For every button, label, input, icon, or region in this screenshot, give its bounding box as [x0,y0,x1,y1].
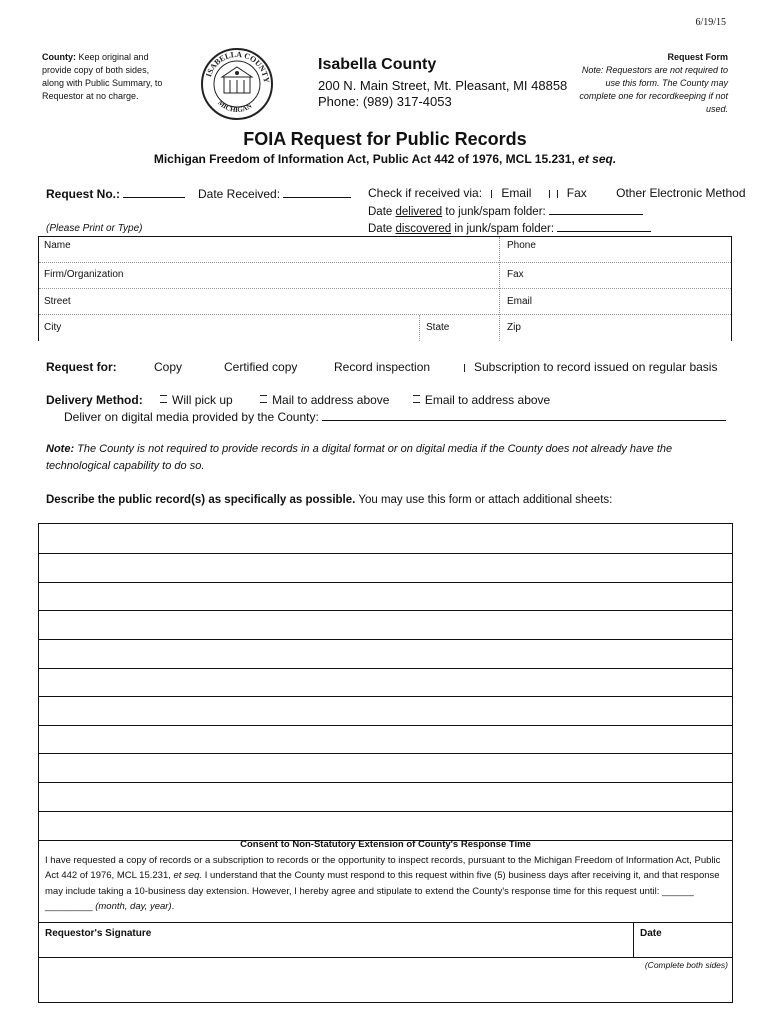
consent-end: . [171,901,175,912]
requestor-contact-box [38,236,732,341]
description-line [39,696,732,697]
discovered-junk-row [368,220,651,235]
consent-heading: Consent to Non-Statutory Extension of County's Response Time [240,839,531,850]
email-option[interactable] [411,393,550,407]
request-form-note-block [578,51,728,116]
county-address-block [318,56,567,110]
consent-text-b: I understand that the County must respond to this request within five (5) business days after receiving it, and that response may include taking a 10-business day extension. However, I hereby agree and stipulate to extend the County's response time for this request until: [45,870,720,897]
county-note-text: Keep original and provide copy of both sides, along with Public Summary, to Requestor at no charge. [42,52,163,101]
request-certified-option[interactable]: Certified copy [224,360,298,374]
digital-note [46,441,726,475]
requestor-signature-label: Requestor's Signature [45,928,152,939]
form-date: 6/19/15 [695,17,726,28]
delivery-method-row [46,393,550,407]
mail-label: Mail to address above [272,393,390,407]
date-received-field[interactable] [198,186,351,201]
delivered-junk-blank[interactable] [549,203,643,215]
email-field[interactable]: Email [507,296,533,307]
request-form-title: Request Form [667,52,728,62]
digital-media-row [64,409,726,424]
svg-text:MICHIGAN: MICHIGAN [216,98,254,115]
describe-bold: Describe the public record(s) as specifically as possible. [46,494,356,506]
fax-checkbox[interactable] [549,190,555,198]
city-field[interactable]: City [44,322,62,333]
description-line [39,582,732,583]
request-no-blank[interactable] [123,186,185,198]
records-description-area[interactable] [38,523,733,1003]
description-line [39,639,732,640]
in-junk-text: in junk/spam folder: [454,223,555,235]
consent-text-a: I have requested a copy of records or a subscription to records or the opportunity to inspect records, pursuant to the Michigan Freedom of Information Act, Public Act 442 of 1976, MCL 15.231, [45,854,721,881]
request-no-field[interactable] [46,186,185,201]
subtitle-et-seq: et seq. [578,152,617,166]
contact-row-name [39,237,731,263]
description-line [39,725,732,726]
mail-checkbox[interactable] [260,395,267,403]
fax-checkbox-2[interactable] [557,190,563,198]
request-no-label: Request No.: [46,187,121,201]
request-for-row [46,360,117,374]
email-delivery-checkbox[interactable] [413,395,420,403]
request-inspection-option[interactable]: Record inspection [334,360,431,374]
consent-section [45,837,726,915]
to-junk-text: to junk/spam folder: [445,206,546,218]
pickup-label: Will pick up [172,393,233,407]
county-seal-logo [200,47,274,121]
firm-field[interactable]: Firm/Organization [44,269,124,280]
form-subtitle [0,152,770,166]
note-label: Note: [46,443,75,455]
zip-field[interactable]: Zip [507,322,521,333]
request-copy-option[interactable]: Copy [154,360,183,374]
state-field[interactable]: State [426,322,450,333]
request-subscription-option[interactable] [458,360,717,374]
county-address: 200 N. Main Street, Mt. Pleasant, MI 48858 [318,78,568,93]
description-line [39,811,732,812]
description-line [39,753,732,754]
describe-instruction [46,492,726,509]
consent-et-seq: et seq. [173,870,203,881]
subtitle-main: Michigan Freedom of Information Act, Public Act 442 of 1976, MCL 15.231, [153,152,575,166]
complete-both-sides-note: (Complete both sides) [644,960,728,970]
street-field[interactable]: Street [44,296,71,307]
subscription-checkbox[interactable] [464,364,470,372]
discovered-junk-blank[interactable] [557,220,651,232]
pickup-checkbox[interactable] [160,395,167,403]
county-phone: Phone: (989) 317-4053 [318,94,452,109]
discovered-date-word: Date [368,223,393,235]
subscription-label: Subscription to record issued on regular basis [474,360,718,374]
contact-row-street [39,289,731,315]
phone-field[interactable]: Phone [507,240,536,251]
email-delivery-label: Email to address above [424,393,551,407]
signature-date-label: Date [640,928,662,939]
digital-media-blank[interactable] [322,409,726,421]
county-instructions [42,51,172,103]
form-title: FOIA Request for Public Records [243,129,527,149]
received-via-label: Check if received via: [368,186,483,200]
city-state-divider [419,315,420,341]
delivered-date-word: Date [368,206,393,218]
delivered-word: delivered [395,206,443,218]
fax-field[interactable]: Fax [507,269,524,280]
svg-text:ISABELLA COUNTY: ISABELLA COUNTY [204,49,272,84]
digital-media-label: Deliver on digital media provided by the County: [64,410,319,424]
received-via-other: Other Electronic Method [616,186,746,200]
name-field[interactable]: Name [44,240,71,251]
date-received-blank[interactable] [283,186,351,198]
note-text: The County is not required to provide records in a digital format or on digital media if the County does not already have the technological capability to do so. [46,443,673,472]
description-line [39,668,732,669]
description-line [39,553,732,554]
received-via-fax: Fax [566,186,587,200]
describe-rest: You may use this form or attach additional sheets: [358,494,613,506]
county-name: Isabella County [318,56,437,73]
date-received-label: Date Received: [198,187,281,201]
consent-date-blank[interactable]: ______ _________ [45,885,694,912]
received-via-email: Email [501,186,532,200]
request-for-label: Request for: [46,360,117,374]
contact-row-firm [39,263,731,289]
delivered-junk-row [368,203,643,218]
consent-body [45,853,726,915]
consent-date-format: (month, day, year) [95,901,172,912]
discovered-word: discovered [395,223,452,235]
description-line [39,782,732,783]
delivery-method-label: Delivery Method: [46,393,143,407]
received-via-row [368,186,746,200]
signature-divider [633,923,634,957]
county-note-label: County: [42,52,76,62]
pickup-option[interactable] [158,393,233,407]
request-form-note: Note: Requestors are not required to use this form. The County may complete one for recordkeeping if not used. [579,65,728,114]
contact-divider [499,237,500,341]
email-checkbox[interactable] [491,190,497,198]
description-line [39,610,732,611]
please-print-note: (Please Print or Type) [46,223,143,234]
mail-option[interactable] [258,393,389,407]
contact-row-city [39,315,731,341]
signature-row [39,922,732,958]
